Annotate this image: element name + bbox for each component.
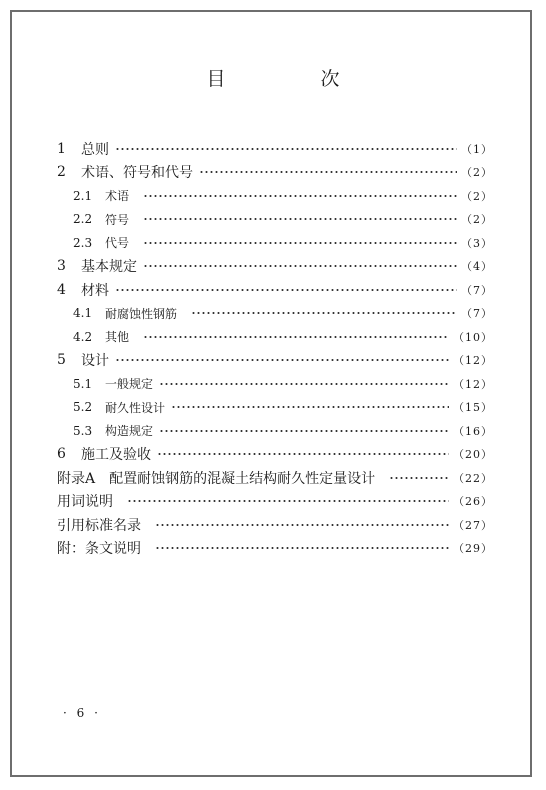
toc-entry-title: 附：条文说明 (57, 541, 141, 558)
toc-entry-4[interactable] (57, 278, 493, 302)
toc-entry-title: 构造规定 (105, 424, 154, 439)
toc-entry-page: （2） (461, 166, 493, 180)
toc-entry-title: 材料 (81, 282, 109, 299)
toc-entry-5-3[interactable] (57, 419, 493, 443)
toc-entry-number: 4.1 (73, 306, 93, 321)
toc-entry-wording[interactable] (57, 490, 493, 514)
toc-entry-page: （3） (461, 236, 493, 250)
toc-entry-number: 4 (57, 281, 66, 298)
toc-entry-number: 4.2 (73, 329, 93, 344)
toc-entry-number: 附录A (57, 470, 96, 487)
toc-entry-number: 2 (57, 164, 66, 181)
toc-entry-title: 总则 (81, 141, 109, 158)
toc-entry-page: （1） (461, 142, 493, 156)
toc-entry-title: 一般规定 (105, 377, 154, 392)
dot-leader (143, 212, 457, 226)
toc-entry-2-1[interactable] (57, 184, 493, 208)
dot-leader (191, 306, 457, 320)
toc-entry-number: 5.1 (73, 376, 93, 391)
toc-entry-1[interactable] (57, 137, 493, 161)
toc-entry-page: （7） (461, 283, 493, 297)
dot-leader (159, 424, 449, 438)
toc-entry-5-2[interactable] (57, 396, 493, 420)
dot-leader (115, 283, 457, 297)
toc-entry-page: （2） (461, 189, 493, 203)
dot-leader (143, 259, 457, 273)
toc-entry-page: （12） (453, 354, 493, 368)
toc-entry-page: （12） (453, 377, 493, 391)
toc-entry-number: 5.3 (73, 423, 93, 438)
toc-entry-explanation[interactable] (57, 537, 493, 561)
toc-entry-number: 2.2 (73, 212, 93, 227)
toc-entry-title: 耐腐蚀性钢筋 (105, 306, 178, 321)
toc-entry-3[interactable] (57, 255, 493, 279)
toc-entry-number: 1 (57, 140, 66, 157)
dot-leader (115, 142, 457, 156)
toc-entry-page: （2） (461, 213, 493, 227)
toc-entry-number: 2.1 (73, 188, 93, 203)
toc-entry-4-1[interactable] (57, 302, 493, 326)
dot-leader (199, 165, 457, 179)
toc-entry-2-3[interactable] (57, 231, 493, 255)
toc-entry-page: （7） (461, 307, 493, 321)
toc-entry-appendix-a[interactable] (57, 466, 493, 490)
toc-entry-title: 设计 (81, 353, 109, 370)
dot-leader (143, 330, 449, 344)
toc-entry-number: 6 (57, 446, 66, 463)
toc-entry-standards[interactable] (57, 513, 493, 537)
dot-leader (171, 400, 449, 414)
toc-entry-title: 术语、符号和代号 (81, 165, 193, 182)
toc-entry-title: 代号 (105, 236, 130, 251)
toc-entry-page: （15） (453, 401, 493, 415)
toc-entry-title: 其他 (105, 330, 130, 345)
dot-leader (155, 518, 449, 532)
dot-leader (127, 494, 449, 508)
toc-entry-number: 5 (57, 352, 66, 369)
toc-entry-page: （20） (453, 448, 493, 462)
toc-entry-title: 耐久性设计 (105, 400, 166, 415)
toc-entry-5-1[interactable] (57, 372, 493, 396)
toc-entry-title: 引用标准名录 (57, 517, 141, 534)
dot-leader (155, 541, 449, 555)
dot-leader (389, 471, 449, 485)
toc-entry-title: 基本规定 (81, 259, 137, 276)
toc-entry-page: （26） (453, 495, 493, 509)
toc-entry-title: 符号 (105, 212, 130, 227)
toc-entry-4-2[interactable] (57, 325, 493, 349)
toc-entry-page: （10） (453, 330, 493, 344)
toc-entry-6[interactable] (57, 443, 493, 467)
toc-entry-page: （27） (453, 518, 493, 532)
dot-leader (159, 377, 449, 391)
toc-entry-page: （22） (453, 471, 493, 485)
toc-entry-number: 3 (57, 258, 66, 275)
toc-entry-2-2[interactable] (57, 208, 493, 232)
toc-entry-page: （29） (453, 542, 493, 556)
page-number: · 6 · (63, 706, 101, 720)
dot-leader (115, 353, 449, 367)
toc-entry-title: 用词说明 (57, 494, 113, 511)
toc-entry-number: 2.3 (73, 235, 93, 250)
dot-leader (143, 189, 457, 203)
toc-entry-5[interactable] (57, 349, 493, 373)
toc-entry-number: 5.2 (73, 400, 93, 415)
dot-leader (157, 447, 449, 461)
page-title: 目 次 (206, 68, 378, 90)
toc-entry-title: 术语 (105, 189, 130, 204)
toc-entry-page: （4） (461, 260, 493, 274)
toc-entry-page: （16） (453, 424, 493, 438)
toc-entry-title: 配置耐蚀钢筋的混凝土结构耐久性定量设计 (109, 470, 376, 487)
toc-entry-2[interactable] (57, 161, 493, 185)
table-of-contents (57, 137, 493, 560)
dot-leader (143, 236, 457, 250)
toc-entry-title: 施工及验收 (81, 447, 151, 464)
